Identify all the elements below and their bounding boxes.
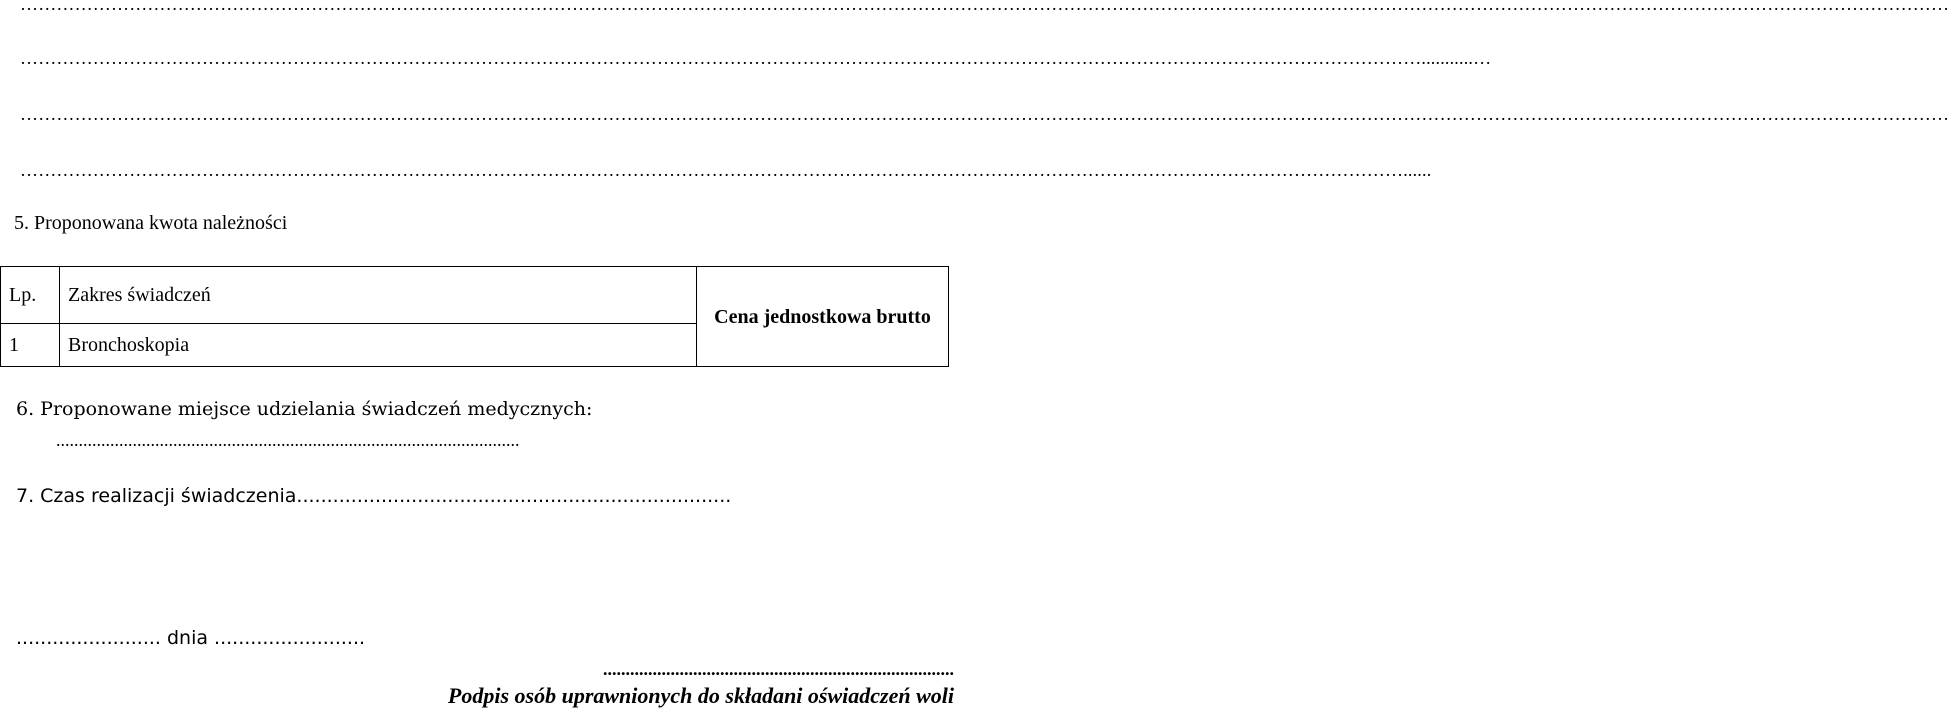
section-6-value: ....................................................................................................... <box>56 430 520 450</box>
place-date: ........................ dnia ......................... <box>16 627 366 649</box>
dotted-line-2: ……………………………………………………………………………………………………………………………………………………………………………………………………………...........… <box>20 48 1492 68</box>
signature-label: Podpis osób uprawnionych do składani oświadczeń woli <box>447 683 954 708</box>
section-7-title: 7. Czas realizacji świadczenia........................................................................ <box>16 485 732 507</box>
dotted-line-4: …………………………………………………………………………………………………………………………………………………………………………………………………………...... <box>20 160 1432 180</box>
signature-dots: .............................................................................. <box>603 659 954 679</box>
table-header-row <box>1 267 949 324</box>
section-6-title: 6. Proponowane miejsce udzielania świadczeń medycznych: <box>16 398 593 420</box>
dotted-line-3: ………………………………………………………………………………………………………………………………………………………………………………………………………………………………………………………………………………………… <box>20 104 1949 124</box>
header-scope: Zakres świadczeń <box>60 267 697 324</box>
dotted-line-1: ………………………………………………………………………………………………………………………………………………………………………………………………………………………………………………………………………………………… <box>20 0 1949 14</box>
header-price: Cena jednostkowa brutto <box>697 267 949 367</box>
row-lp: 1 <box>1 324 60 367</box>
header-lp: Lp. <box>1 267 60 324</box>
row-scope: Bronchoskopia <box>60 324 697 367</box>
section-5-title: 5. Proponowana kwota należności <box>14 212 288 234</box>
services-table <box>0 266 949 367</box>
